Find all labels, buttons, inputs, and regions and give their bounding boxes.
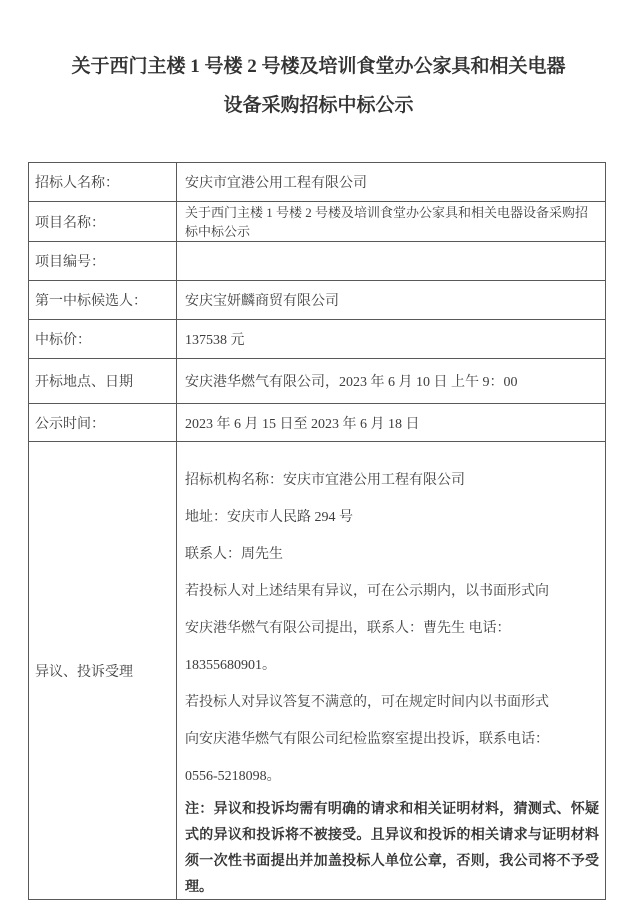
objection-line-address: 地址：安庆市人民路 294 号 (185, 510, 353, 525)
objection-line-text-2: 安庆港华燃气有限公司提出，联系人：曹先生 电话： (185, 621, 511, 636)
table-row-tenderer (29, 163, 606, 202)
row-value-opening-place-date: 安庆港华燃气有限公司，2023 年 6 月 10 日 上午 9：00 (177, 359, 606, 404)
row-label-publicity-period: 公示时间： (29, 404, 177, 442)
row-value-project-name: 关于西门主楼 1 号楼 2 号楼及培训食堂办公家具和相关电器设备采购招标中标公示 (177, 202, 606, 242)
row-value-award-price: 137538 元 (177, 320, 606, 359)
table-row-publicity-period (29, 404, 606, 442)
table-row-objection (29, 442, 606, 900)
objection-line-text-3: 若投标人对异议答复不满意的，可在规定时间内以书面形式 (185, 695, 549, 710)
row-value-project-number (177, 242, 606, 281)
objection-line-contact: 联系人：周先生 (185, 547, 283, 562)
table-row-project-name (29, 202, 606, 242)
row-label-first-candidate: 第一中标候选人： (29, 281, 177, 320)
objection-line-text-1: 若投标人对上述结果有异议，可在公示期内，以书面形式向 (185, 584, 549, 599)
table-row-opening-place-date (29, 359, 606, 404)
objection-line-agency: 招标机构名称：安庆市宜港公用工程有限公司 (185, 473, 465, 488)
objection-note: 注：异议和投诉均需有明确的请求和相关证明材料，猜测式、怀疑式的异议和投诉将不被接受。且异议和投诉的相关请求与证明材料须一次性书面提出并加盖投标人单位公章，否则，我公司将不予受理。 (185, 800, 599, 894)
objection-line-phone-2: 0556-5218098。 (185, 769, 281, 784)
row-value-tenderer: 安庆市宜港公用工程有限公司 (177, 163, 606, 202)
row-label-project-name: 项目名称： (29, 202, 177, 242)
page-title (0, 47, 637, 125)
row-label-opening-place-date: 开标地点、日期 (29, 359, 177, 404)
row-label-objection: 异议、投诉受理 (29, 442, 177, 900)
announcement-table (28, 162, 606, 900)
row-label-project-number: 项目编号： (29, 242, 177, 281)
row-value-publicity-period: 2023 年 6 月 15 日至 2023 年 6 月 18 日 (177, 404, 606, 442)
row-label-tenderer: 招标人名称： (29, 163, 177, 202)
row-value-objection (177, 442, 606, 900)
objection-line-phone-1: 18355680901。 (185, 658, 276, 673)
table-row-award-price (29, 320, 606, 359)
row-label-award-price: 中标价： (29, 320, 177, 359)
table-row-first-candidate (29, 281, 606, 320)
table-row-project-number (29, 242, 606, 281)
page-title-line-2: 设备采购招标中标公示 (223, 95, 414, 116)
objection-line-text-4: 向安庆港华燃气有限公司纪检监察室提出投诉，联系电话： (185, 732, 549, 747)
row-value-first-candidate: 安庆宝妍麟商贸有限公司 (177, 281, 606, 320)
page-title-line-1: 关于西门主楼 1 号楼 2 号楼及培训食堂办公家具和相关电器 (71, 56, 566, 77)
